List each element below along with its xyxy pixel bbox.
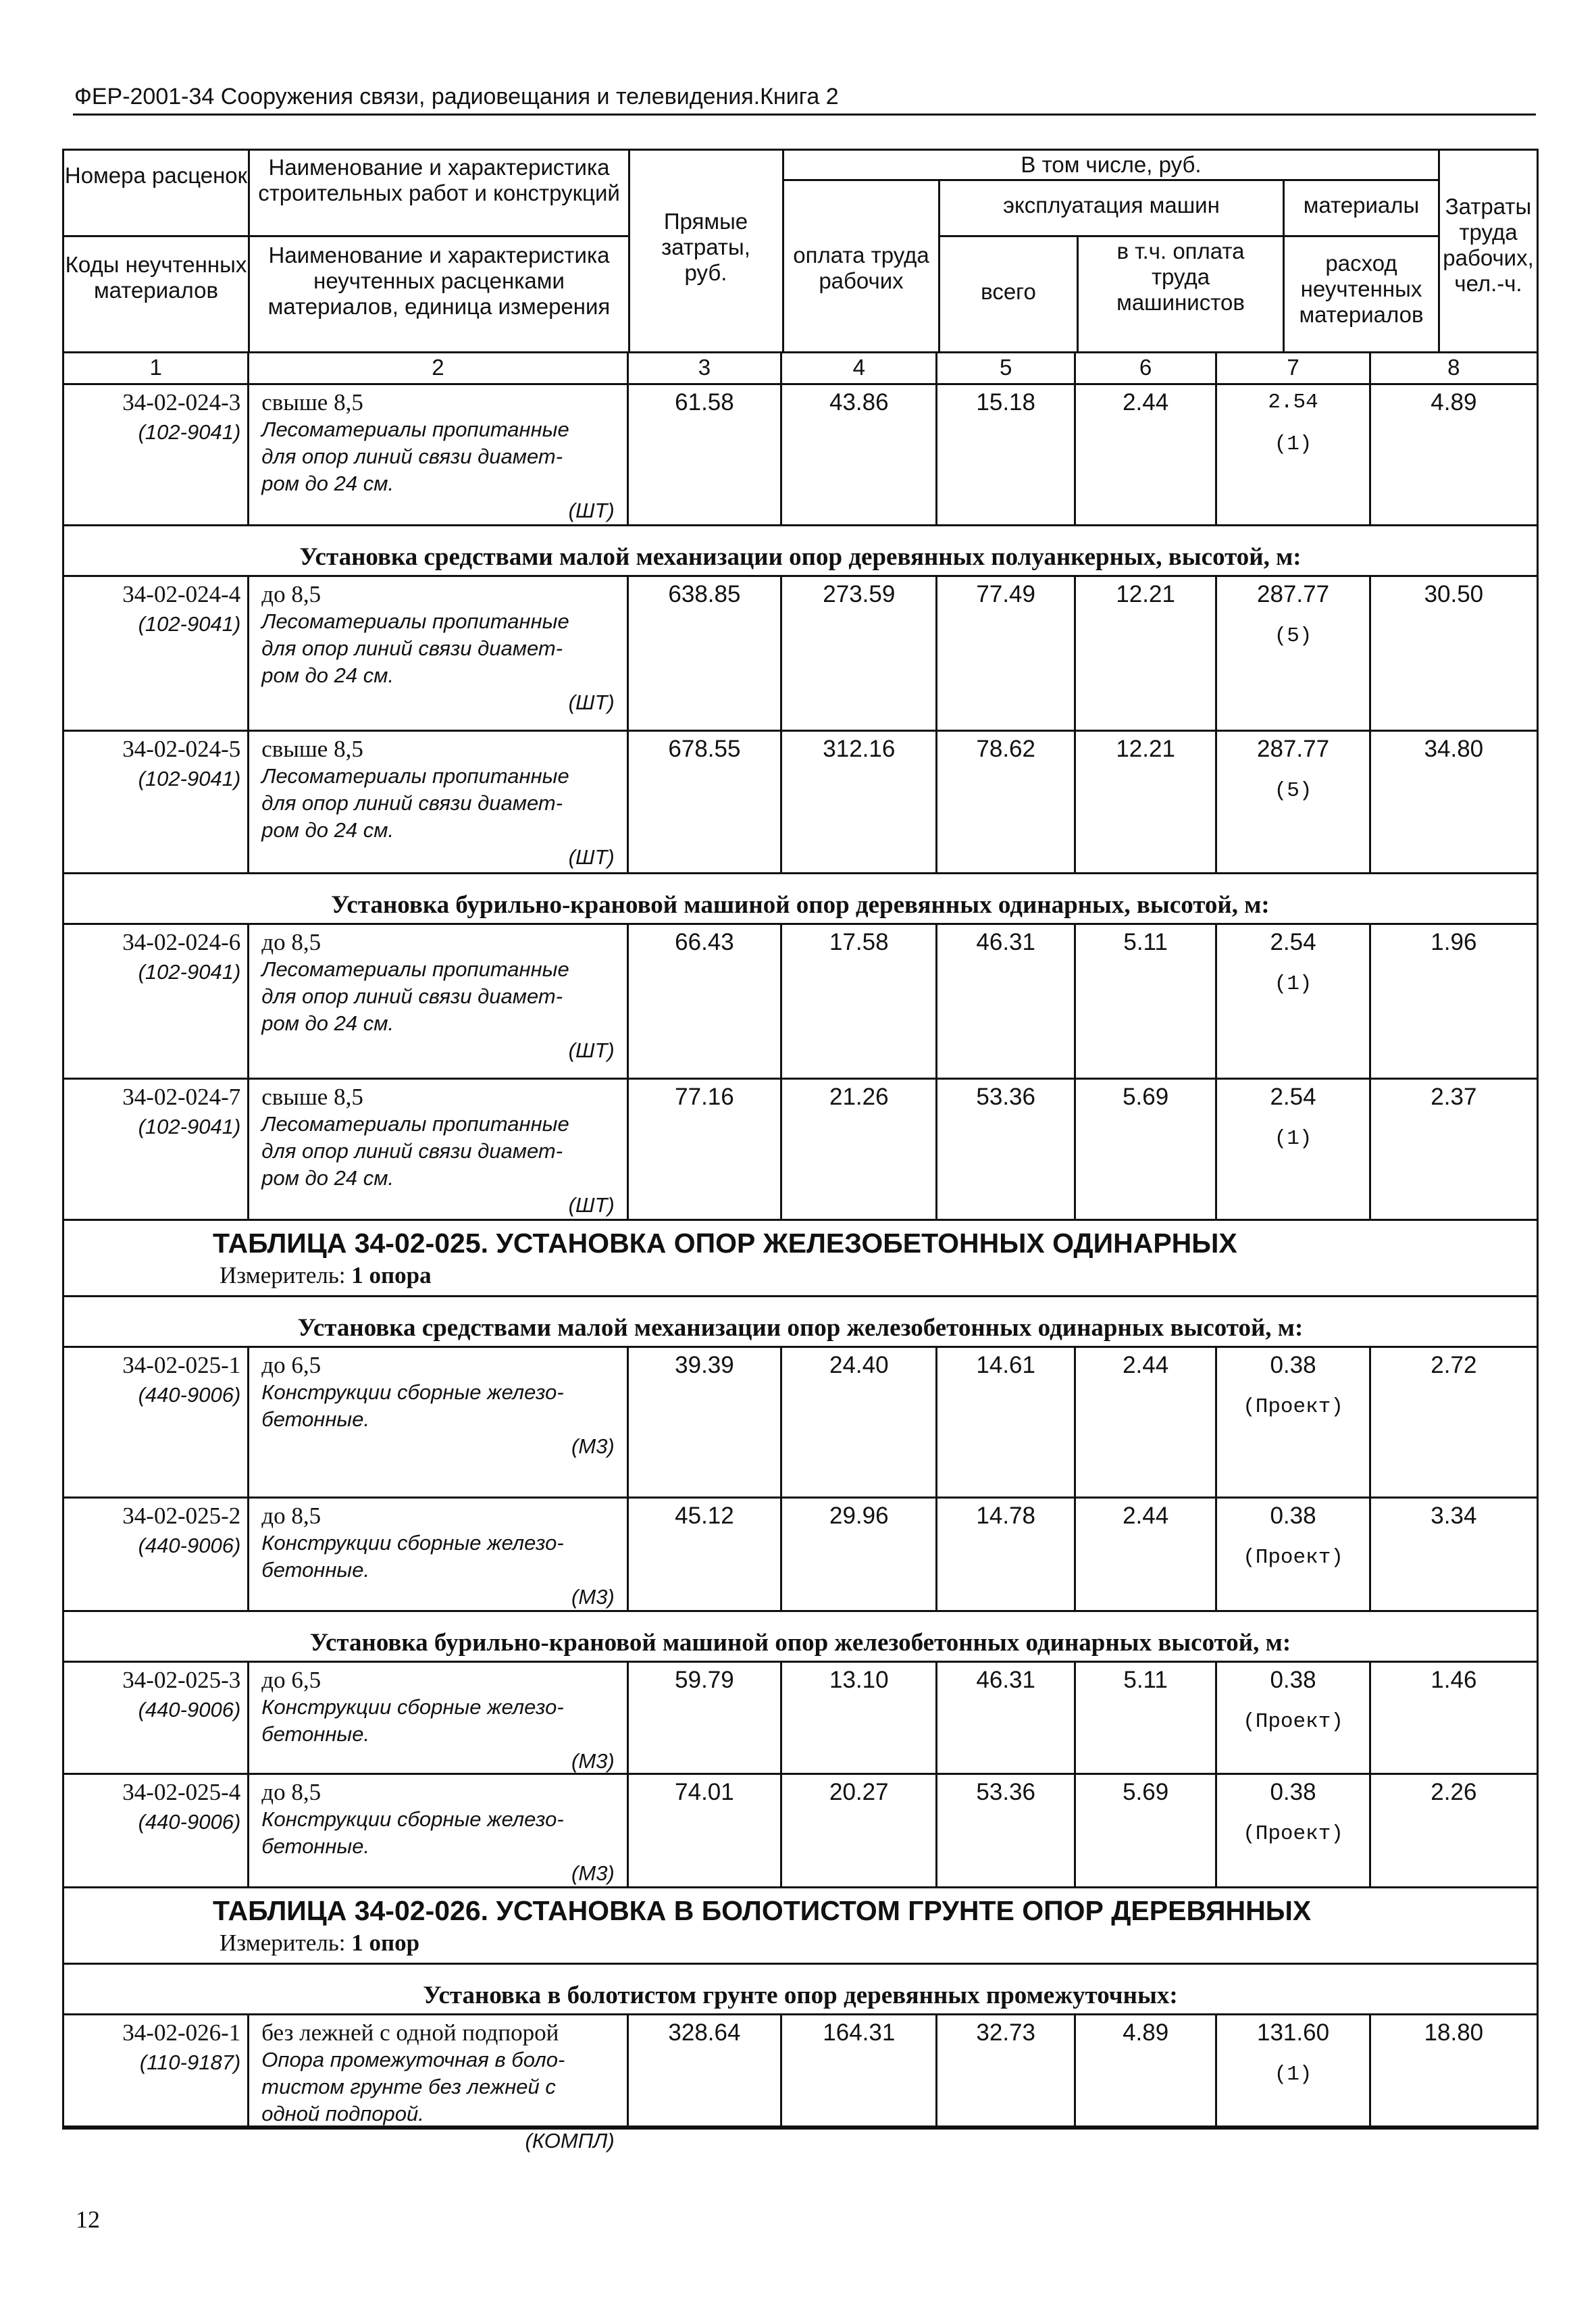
- table-header: [64, 151, 1537, 353]
- material-unit: (ШТ): [568, 845, 615, 869]
- table-row: [64, 1348, 1537, 1499]
- work-name-cell: [249, 2015, 629, 2153]
- material-consumption-cell: [1217, 385, 1370, 524]
- material-quantity: (Проект): [1243, 1546, 1343, 1569]
- column-number: 6: [1076, 353, 1217, 383]
- rate-code: 34-02-025-1: [122, 1352, 241, 1378]
- material-name-line: Лесоматериалы пропитанные: [261, 609, 569, 633]
- worker-pay: 17.58: [782, 925, 937, 1078]
- material-name-line: Лесоматериалы пропитанные: [261, 418, 569, 441]
- material-consumption-cell: [1217, 2015, 1370, 2126]
- rate-code-cell: [64, 732, 249, 872]
- material-name-line: Конструкции сборные железо-: [261, 1807, 564, 1831]
- machine-total: 53.36: [937, 1775, 1075, 1886]
- material-consumption: 0.38: [1270, 1667, 1316, 1693]
- header-operator-pay: в т.ч. оплата труда машинистов: [1116, 238, 1245, 315]
- direct-costs: 678.55: [629, 732, 782, 872]
- material-name-line: для опор линий связи диамет-: [261, 791, 563, 815]
- material-quantity: (1): [1274, 2063, 1312, 2086]
- page-header: ФЕР-2001-34 Сооружения связи, радиовещания и телевидения.Книга 2: [74, 84, 839, 109]
- material-consumption-cell: [1217, 925, 1370, 1078]
- material-quantity: (Проект): [1243, 1822, 1343, 1846]
- machine-total: 14.78: [937, 1499, 1075, 1610]
- material-name-line: Опора промежуточная в боло-: [261, 2048, 565, 2071]
- material-name-line: Лесоматериалы пропитанные: [261, 1112, 569, 1136]
- material-quantity: (1): [1274, 1127, 1312, 1151]
- material-name-line: ром до 24 см.: [261, 818, 394, 842]
- table-row: [64, 925, 1537, 1080]
- material-quantity: (5): [1274, 624, 1312, 648]
- labor-hours: 4.89: [1431, 389, 1477, 416]
- work-name: свыше 8,5: [261, 1084, 363, 1110]
- worker-pay: 21.26: [782, 1080, 937, 1219]
- material-name-line: бетонные.: [261, 1558, 370, 1582]
- rate-code-cell: [64, 1080, 249, 1219]
- table-title-block: [64, 1888, 1537, 1965]
- material-name-line: для опор линий связи диамет-: [261, 1139, 563, 1163]
- header-worker-pay: оплата труда рабочих: [793, 243, 929, 293]
- material-consumption: 0.38: [1270, 1779, 1316, 1805]
- column-number: 8: [1447, 355, 1460, 380]
- table-title-block: [64, 1221, 1537, 1297]
- material-name-line: ром до 24 см.: [261, 472, 394, 495]
- material-consumption: 2.54: [1270, 1084, 1316, 1110]
- rates-table: [62, 149, 1539, 2153]
- worker-pay: 20.27: [782, 1775, 937, 1886]
- material-name-line: бетонные.: [261, 1834, 370, 1858]
- labor-hours: 34.80: [1424, 736, 1484, 762]
- rate-code-cell: [64, 925, 249, 1078]
- machine-total: 14.61: [937, 1348, 1075, 1496]
- direct-costs: 66.43: [629, 925, 782, 1078]
- direct-costs: 59.79: [629, 1663, 782, 1773]
- labor-hours: 2.37: [1431, 1084, 1477, 1110]
- rate-code-cell: [64, 1663, 249, 1773]
- work-name-cell: [249, 385, 629, 524]
- labor-hours: 18.80: [1424, 2019, 1484, 2046]
- machine-total: 53.36: [937, 1080, 1075, 1219]
- rate-code: 34-02-026-1: [122, 2019, 241, 2046]
- labor-hours: 2.72: [1431, 1352, 1477, 1378]
- table-row: [64, 1663, 1537, 1775]
- table-row: [64, 1499, 1537, 1612]
- direct-costs: 328.64: [629, 2015, 782, 2126]
- table-row: [64, 577, 1537, 732]
- worker-pay: 13.10: [782, 1663, 937, 1773]
- table-row: [64, 1775, 1537, 1888]
- material-consumption: 0.38: [1270, 1352, 1316, 1378]
- work-name: до 8,5: [261, 1503, 321, 1529]
- material-consumption: 131.60: [1256, 2019, 1330, 2046]
- work-name-cell: [249, 1348, 629, 1496]
- work-name-cell: [249, 925, 629, 1078]
- direct-costs: 45.12: [629, 1499, 782, 1610]
- material-unit: (ШТ): [568, 499, 615, 522]
- labor-hours: 30.50: [1424, 581, 1484, 607]
- material-unit: (М3): [571, 1434, 615, 1458]
- rate-code-cell: [64, 1499, 249, 1610]
- work-name-cell: [249, 1080, 629, 1219]
- rate-code-cell: [64, 1775, 249, 1886]
- rate-code-cell: [64, 1348, 249, 1496]
- material-name-line: ром до 24 см.: [261, 1011, 394, 1035]
- rate-code: 34-02-024-6: [122, 929, 241, 955]
- work-name: без лежней с одной подпорой: [261, 2019, 559, 2046]
- material-name-line: одной подпорой.: [261, 2102, 424, 2126]
- material-name-line: для опор линий связи диамет-: [261, 984, 563, 1008]
- page-number: 12: [76, 2206, 100, 2233]
- material-consumption-cell: [1217, 1080, 1370, 1219]
- header-material-codes: Коды неучтенных материалов: [65, 252, 247, 303]
- operator-pay: 12.21: [1076, 732, 1217, 872]
- work-name: до 8,5: [261, 581, 321, 607]
- material-consumption-cell: [1217, 1348, 1370, 1496]
- operator-pay: 5.69: [1076, 1775, 1217, 1886]
- table-row: [64, 1080, 1537, 1221]
- material-consumption-cell: [1217, 1663, 1370, 1773]
- header-labor-hours: Затраты труда рабочих, чел.-ч.: [1443, 194, 1534, 296]
- material-code: (440-9006): [138, 1698, 241, 1721]
- rate-code-cell: [64, 577, 249, 730]
- header-rate-numbers: Номера расценок: [64, 163, 248, 188]
- material-unit: (ШТ): [568, 1193, 615, 1217]
- labor-hours: 3.34: [1431, 1503, 1477, 1529]
- rate-code: 34-02-024-3: [122, 389, 241, 416]
- table-row: [64, 385, 1537, 526]
- rate-code-cell: [64, 385, 249, 524]
- material-consumption: 287.77: [1256, 736, 1330, 762]
- material-name-line: бетонные.: [261, 1722, 370, 1746]
- material-quantity: (Проект): [1243, 1395, 1343, 1419]
- table-title: ТАБЛИЦА 34-02-025. УСТАНОВКА ОПОР ЖЕЛЕЗОБЕТОННЫХ ОДИНАРНЫХ: [213, 1228, 1237, 1259]
- rate-code: 34-02-024-7: [122, 1084, 241, 1110]
- header-materials: материалы: [1303, 193, 1420, 218]
- material-unit: (М3): [571, 1749, 615, 1773]
- machine-total: 46.31: [937, 1663, 1075, 1773]
- work-name: до 6,5: [261, 1352, 321, 1378]
- material-code: (102-9041): [138, 420, 241, 444]
- header-including: В том числе, руб.: [1021, 152, 1202, 177]
- machine-total: 78.62: [937, 732, 1075, 872]
- work-name-cell: [249, 577, 629, 730]
- column-number: 3: [629, 353, 782, 383]
- direct-costs: 74.01: [629, 1775, 782, 1886]
- material-name-line: Лесоматериалы пропитанные: [261, 764, 569, 788]
- material-unit: (ШТ): [568, 690, 615, 714]
- table-row: [64, 732, 1537, 874]
- work-name-cell: [249, 1775, 629, 1886]
- table-body: [64, 385, 1537, 2153]
- direct-costs: 77.16: [629, 1080, 782, 1219]
- rate-code: 34-02-024-5: [122, 736, 241, 762]
- material-code: (102-9041): [138, 1115, 241, 1138]
- labor-hours: 2.26: [1431, 1779, 1477, 1805]
- machine-total: 46.31: [937, 925, 1075, 1078]
- work-name: до 8,5: [261, 929, 321, 955]
- work-name: свыше 8,5: [261, 736, 363, 762]
- material-consumption: 2.54: [1270, 929, 1316, 955]
- material-code: (102-9041): [138, 767, 241, 790]
- material-unit: (КОМПЛ): [525, 2129, 615, 2153]
- rate-code: 34-02-025-2: [122, 1503, 241, 1529]
- operator-pay: 12.21: [1076, 577, 1217, 730]
- meter-value: 1 опора: [351, 1262, 432, 1288]
- material-name-line: для опор линий связи диамет-: [261, 636, 563, 660]
- material-code: (440-9006): [138, 1534, 241, 1557]
- column-number: 1: [64, 353, 249, 383]
- material-unit: (М3): [571, 1861, 615, 1885]
- direct-costs: 61.58: [629, 385, 782, 524]
- meter-line: [220, 1260, 1537, 1291]
- material-code: (102-9041): [138, 960, 241, 984]
- material-name-line: ром до 24 см.: [261, 663, 394, 687]
- worker-pay: 24.40: [782, 1348, 937, 1496]
- rate-code: 34-02-025-3: [122, 1667, 241, 1693]
- rate-code: 34-02-025-4: [122, 1779, 241, 1805]
- material-unit: (М3): [571, 1585, 615, 1609]
- column-number-row: [64, 353, 1537, 385]
- work-name-cell: [249, 1663, 629, 1773]
- material-name-line: Конструкции сборные железо-: [261, 1531, 564, 1555]
- material-code: (110-9187): [139, 2051, 241, 2074]
- section-heading: Установка бурильно-крановой машиной опор деревянных одинарных, высотой, м:: [64, 874, 1537, 925]
- material-code: (440-9006): [138, 1810, 241, 1834]
- meter-label: Измеритель:: [220, 1262, 346, 1288]
- operator-pay: 2.44: [1076, 1348, 1217, 1496]
- section-heading: Установка в болотистом грунте опор деревянных промежуточных:: [64, 1965, 1537, 2015]
- work-name-cell: [249, 1499, 629, 1610]
- section-heading: Установка средствами малой механизации опор деревянных полуанкерных, высотой, м:: [64, 526, 1537, 577]
- header-uncounted-materials: расход неучтенных материалов: [1299, 251, 1424, 327]
- material-consumption: 287.77: [1256, 581, 1330, 607]
- rate-code-cell: [64, 2015, 249, 2126]
- labor-hours: 1.96: [1431, 929, 1477, 955]
- table-row: [64, 2015, 1537, 2153]
- meter-line: [220, 1928, 1537, 1959]
- material-name-line: Конструкции сборные железо-: [261, 1695, 564, 1719]
- work-name: свыше 8,5: [261, 389, 363, 416]
- column-number: 2: [249, 353, 628, 383]
- header-machine-operation: эксплуатация машин: [1003, 193, 1220, 218]
- material-name-line: для опор линий связи диамет-: [261, 445, 563, 468]
- work-name: до 6,5: [261, 1667, 321, 1693]
- operator-pay: 5.69: [1076, 1080, 1217, 1219]
- operator-pay: 5.11: [1076, 925, 1217, 1078]
- work-name: до 8,5: [261, 1779, 321, 1805]
- section-heading: Установка бурильно-крановой машиной опор железобетонных одинарных высотой, м:: [64, 1612, 1537, 1663]
- material-quantity: (1): [1274, 432, 1312, 456]
- material-name-line: бетонные.: [261, 1407, 370, 1431]
- material-name-line: Конструкции сборные железо-: [261, 1380, 564, 1404]
- section-heading: Установка средствами малой механизации опор железобетонных одинарных высотой, м:: [64, 1297, 1537, 1348]
- header-direct-costs: Прямые затраты, руб.: [661, 209, 750, 285]
- material-quantity: (1): [1274, 972, 1312, 996]
- material-consumption-cell: [1217, 1775, 1370, 1886]
- header-material-name: Наименование и характеристика неучтенных расценками материалов, единица измерения: [267, 243, 611, 319]
- material-code: (102-9041): [138, 612, 241, 636]
- material-consumption-cell: [1217, 577, 1370, 730]
- material-name-line: Лесоматериалы пропитанные: [261, 957, 569, 981]
- worker-pay: 29.96: [782, 1499, 937, 1610]
- material-consumption-cell: [1217, 1499, 1370, 1610]
- direct-costs: 638.85: [629, 577, 782, 730]
- operator-pay: 4.89: [1076, 2015, 1217, 2126]
- material-quantity: (5): [1274, 779, 1312, 803]
- worker-pay: 164.31: [782, 2015, 937, 2126]
- material-consumption-cell: [1217, 732, 1370, 872]
- material-consumption: 0.38: [1270, 1503, 1316, 1529]
- meter-value: 1 опор: [351, 1930, 420, 1956]
- machine-total: 77.49: [937, 577, 1075, 730]
- column-number: 5: [937, 353, 1075, 383]
- operator-pay: 2.44: [1076, 385, 1217, 524]
- table-title: ТАБЛИЦА 34-02-026. УСТАНОВКА В БОЛОТИСТОМ ГРУНТЕ ОПОР ДЕРЕВЯННЫХ: [213, 1895, 1312, 1926]
- rate-code: 34-02-024-4: [122, 581, 241, 607]
- labor-hours: 1.46: [1431, 1667, 1477, 1693]
- column-number: 7: [1217, 353, 1370, 383]
- machine-total: 32.73: [937, 2015, 1075, 2126]
- header-machine-total: всего: [981, 279, 1036, 304]
- work-name-cell: [249, 732, 629, 872]
- material-name-line: ром до 24 см.: [261, 1166, 394, 1190]
- worker-pay: 273.59: [782, 577, 937, 730]
- material-name-line: тистом грунте без лежней с: [261, 2075, 556, 2098]
- column-number: 4: [782, 353, 937, 383]
- header-rule: [73, 114, 1536, 116]
- worker-pay: 43.86: [782, 385, 937, 524]
- meter-label: Измеритель:: [220, 1930, 346, 1956]
- operator-pay: 2.44: [1076, 1499, 1217, 1610]
- worker-pay: 312.16: [782, 732, 937, 872]
- operator-pay: 5.11: [1076, 1663, 1217, 1773]
- header-work-name: Наименование и характеристика строительных работ и конструкций: [258, 155, 620, 205]
- material-unit: (ШТ): [568, 1038, 615, 1062]
- machine-total: 15.18: [937, 385, 1075, 524]
- material-code: (440-9006): [138, 1383, 241, 1407]
- material-quantity: (Проект): [1243, 1710, 1343, 1734]
- direct-costs: 39.39: [629, 1348, 782, 1496]
- material-consumption: 2.54: [1268, 391, 1318, 414]
